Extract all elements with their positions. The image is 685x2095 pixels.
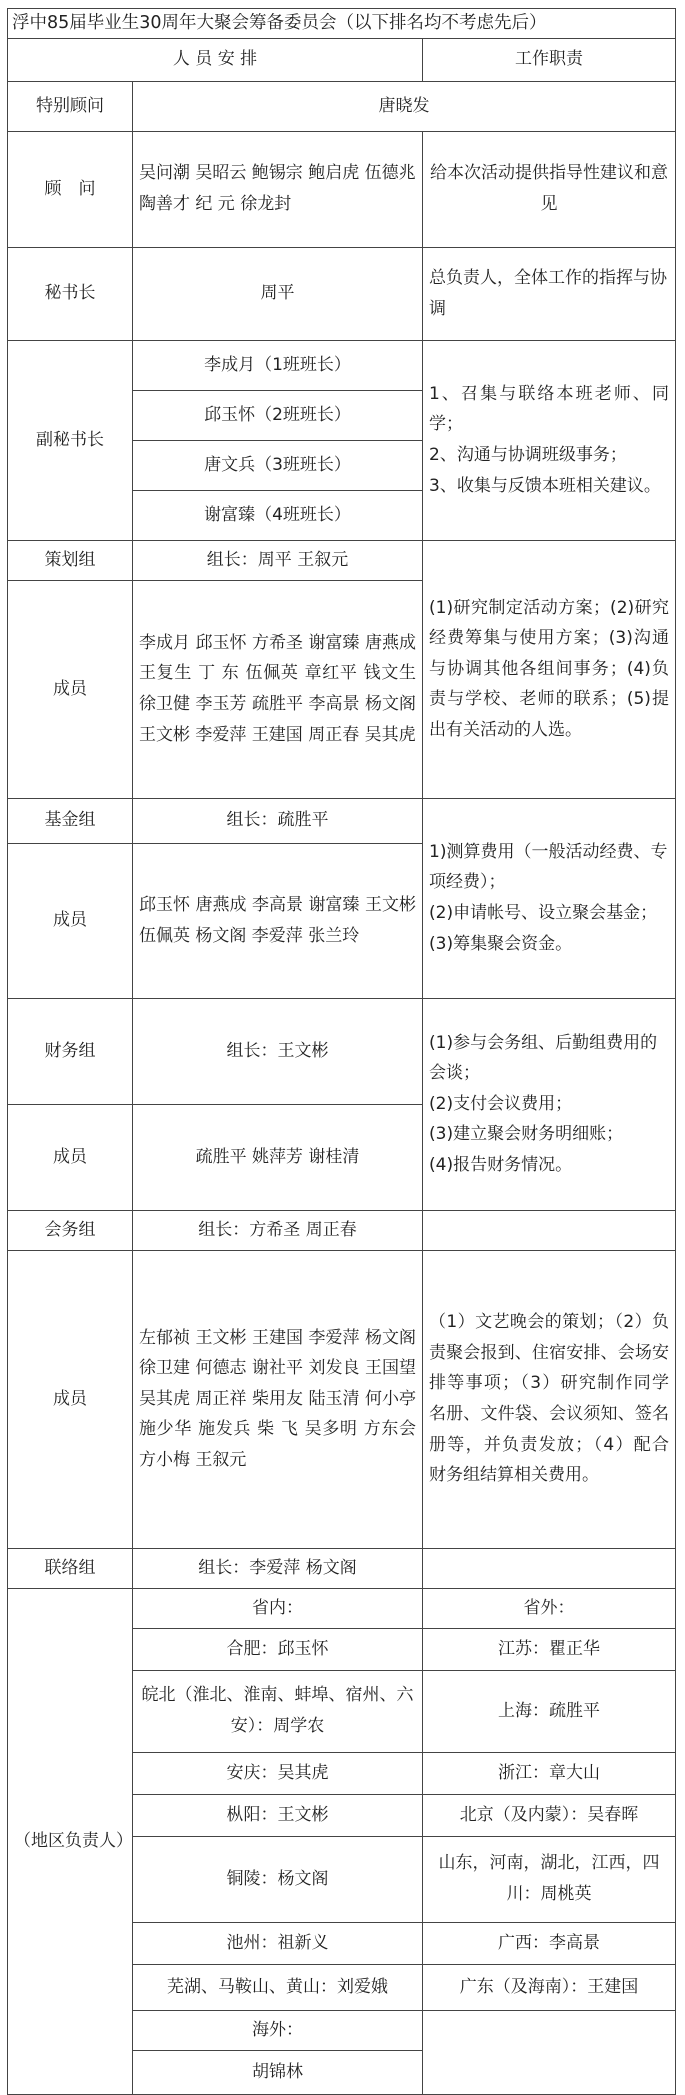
domestic-region-1: 合肥：邱玉怀 <box>133 1628 423 1670</box>
finance-leader-row <box>8 998 676 1104</box>
domestic-region-2: 皖北（淮北、淮南、蚌埠、宿州、六安）：周学农 <box>133 1670 423 1752</box>
fund-members-label: 成员 <box>8 843 133 998</box>
domestic-region-3: 安庆：吴其虎 <box>133 1752 423 1794</box>
deputy-name-3: 唐文兵（3班班长） <box>133 440 423 490</box>
advisors-label: 顾 问 <box>8 131 133 247</box>
overseas-blank-cell <box>423 2010 676 2094</box>
advisors-row <box>8 131 676 247</box>
affairs-label: 会务组 <box>8 1210 133 1250</box>
special-advisor-name: 唐晓发 <box>133 81 676 131</box>
special-advisor-row <box>8 81 676 131</box>
deputy-duty: 1、召集与联络本班老师、同学； 2、沟通与协调班级事务； 3、收集与反馈本班相关建议。 <box>423 340 676 540</box>
planning-leader-row <box>8 540 676 580</box>
other-region-2: 上海：疏胜平 <box>423 1670 676 1752</box>
domestic-region-4: 枞阳：王文彬 <box>133 1794 423 1836</box>
secretary-general-name: 周平 <box>133 247 423 340</box>
deputy-name-1: 李成月（1班班长） <box>133 340 423 390</box>
finance-label: 财务组 <box>8 998 133 1104</box>
secretary-general-label: 秘书长 <box>8 247 133 340</box>
other-region-4: 北京（及内蒙）：吴春晖 <box>423 1794 676 1836</box>
domestic-label: 省内： <box>133 1588 423 1628</box>
finance-members: 疏胜平 姚萍芳 谢桂清 <box>133 1104 423 1210</box>
finance-members-label: 成员 <box>8 1104 133 1210</box>
committee-table <box>7 8 676 2095</box>
other-label: 省外： <box>423 1588 676 1628</box>
page-title: 浮中85届毕业生30周年大聚会筹备委员会（以下排名均不考虑先后） <box>8 9 676 39</box>
finance-duty: (1)参与会务组、后勤组费用的会谈； (2)支付会议费用； (3)建立聚会财务明细账； (4)报告财务情况。 <box>423 998 676 1210</box>
advisors-names: 吴问潮 吴昭云 鲍锡宗 鲍启虎 伍德兆 陶善才 纪 元 徐龙封 <box>133 131 423 247</box>
domestic-region-7: 芜湖、马鞍山、黄山：刘爱娥 <box>133 1964 423 2010</box>
domestic-region-6: 池州：祖新义 <box>133 1922 423 1964</box>
liaison-blank-cell <box>423 1548 676 1588</box>
advisors-duty: 给本次活动提供指导性建议和意见 <box>423 131 676 247</box>
domestic-region-5: 铜陵：杨文阁 <box>133 1836 423 1922</box>
deputy-name-2: 邱玉怀（2班班长） <box>133 390 423 440</box>
affairs-blank-cell <box>423 1210 676 1250</box>
planning-leaders: 组长：周平 王叙元 <box>133 540 423 580</box>
planning-members: 李成月 邱玉怀 方希圣 谢富臻 唐燕成 王复生 丁 东 伍佩英 章红平 钱文生 徐卫健 李玉芳 疏胜平 李高景 杨文阁 王文彬 李爱萍 王建国 周正春 吴其虎 <box>133 580 423 798</box>
liaison-label: 联络组 <box>8 1548 133 1588</box>
fund-duty: 1)测算费用（一般活动经费、专项经费）； (2)申请帐号、设立聚会基金； (3)筹集聚会资金。 <box>423 798 676 998</box>
secretary-general-duty: 总负责人，全体工作的指挥与协调 <box>423 247 676 340</box>
header-row <box>8 38 676 81</box>
planning-duty: (1)研究制定活动方案；(2)研究经费筹集与使用方案；(3)沟通与协调其他各组间事务；(4)负责与学校、老师的联系；(5)提出有关活动的人选。 <box>423 540 676 798</box>
header-people: 人 员 安 排 <box>8 38 423 81</box>
other-region-7: 广东（及海南）：王建国 <box>423 1964 676 2010</box>
special-advisor-label: 特别顾问 <box>8 81 133 131</box>
fund-label: 基金组 <box>8 798 133 843</box>
fund-members: 邱玉怀 唐燕成 李高景 谢富臻 王文彬 伍佩英 杨文阁 李爱萍 张兰玲 <box>133 843 423 998</box>
other-region-5: 山东，河南，湖北，江西，四川：周桃英 <box>423 1836 676 1922</box>
overseas-label: 海外： <box>133 2010 423 2050</box>
header-duties: 工作职责 <box>423 38 676 81</box>
deputy-label: 副秘书长 <box>8 340 133 540</box>
affairs-members: 左郁祯 王文彬 王建国 李爱萍 杨文阁 徐卫建 何德志 谢社平 刘发良 王国望 吴其虎 周正祥 柴用友 陆玉清 何小亭 施少华 施发兵 柴 飞 吴多明 方东会 方小梅 王叙元 <box>133 1250 423 1548</box>
liaison-leaders: 组长：李爱萍 杨文阁 <box>133 1548 423 1588</box>
planning-label: 策划组 <box>8 540 133 580</box>
affairs-members-label: 成员 <box>8 1250 133 1548</box>
affairs-members-row <box>8 1250 676 1548</box>
overseas-name: 胡锦林 <box>133 2050 423 2094</box>
deputy-name-4: 谢富臻（4班班长） <box>133 490 423 540</box>
other-region-6: 广西：李高景 <box>423 1922 676 1964</box>
affairs-leader-row <box>8 1210 676 1250</box>
other-region-3: 浙江：章大山 <box>423 1752 676 1794</box>
fund-leader-row <box>8 798 676 843</box>
deputy-row-1 <box>8 340 676 390</box>
region-header-row <box>8 1588 676 1628</box>
other-region-1: 江苏：瞿正华 <box>423 1628 676 1670</box>
planning-members-label: 成员 <box>8 580 133 798</box>
liaison-leader-row <box>8 1548 676 1588</box>
region-label: （地区负责人） <box>8 1588 133 2094</box>
affairs-duty: （1）文艺晚会的策划；（2）负责聚会报到、住宿安排、会场安排等事项；（3）研究制作同学名册、文件袋、会议须知、签名册等，并负责发放；（4）配合财务组结算相关费用。 <box>423 1250 676 1548</box>
fund-leaders: 组长：疏胜平 <box>133 798 423 843</box>
finance-leaders: 组长：王文彬 <box>133 998 423 1104</box>
affairs-leaders: 组长：方希圣 周正春 <box>133 1210 423 1250</box>
secretary-general-row <box>8 247 676 340</box>
